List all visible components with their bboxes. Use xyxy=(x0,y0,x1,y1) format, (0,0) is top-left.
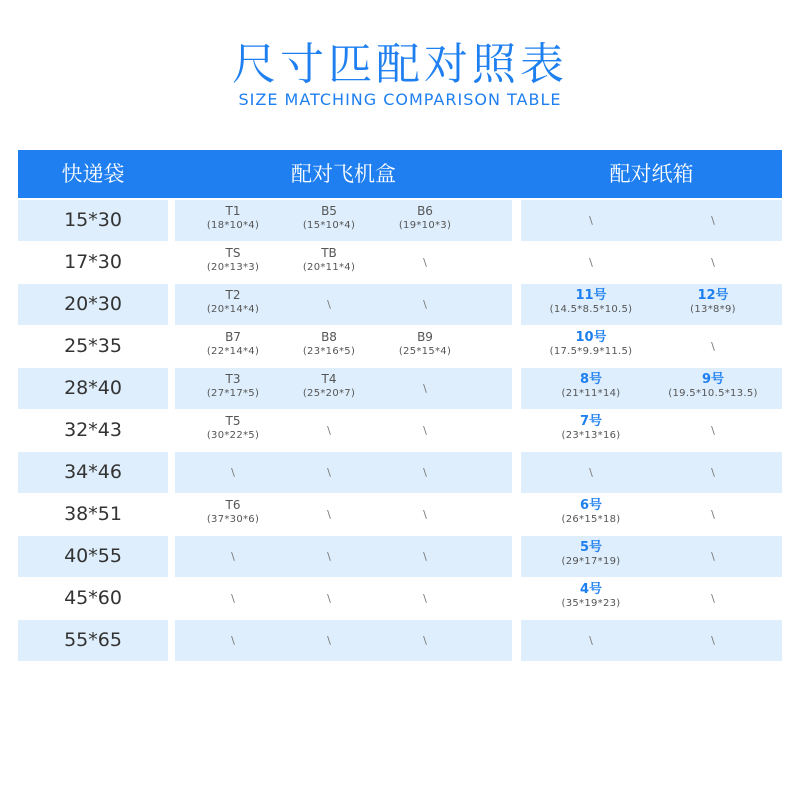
box-item xyxy=(377,536,473,577)
carton-item xyxy=(531,242,651,283)
bag-size-cell: 45*60 xyxy=(64,587,122,609)
header-carton: 配对纸箱 xyxy=(609,162,694,186)
box-item xyxy=(281,368,377,409)
page-subtitle: SIZE MATCHING COMPARISON TABLE xyxy=(238,90,562,109)
table-row xyxy=(18,620,782,662)
box-model: B9 xyxy=(417,330,433,344)
box-match-cell xyxy=(175,200,512,241)
box-item xyxy=(185,452,281,493)
carton-match-cell xyxy=(521,242,782,283)
box-model: \ xyxy=(423,508,427,521)
box-item xyxy=(281,494,377,535)
box-model: \ xyxy=(423,466,427,479)
carton-number: \ xyxy=(711,466,715,479)
box-dimensions: (30*22*5) xyxy=(206,430,260,441)
carton-number: 10号 xyxy=(575,330,607,345)
box-match-cell xyxy=(175,368,512,409)
table-row xyxy=(18,284,782,326)
box-model: T2 xyxy=(225,288,241,302)
bag-size-cell: 34*46 xyxy=(18,452,168,493)
carton-number: \ xyxy=(711,424,715,437)
header-bag: 快递袋 xyxy=(61,162,125,186)
box-dimensions: (19*10*3) xyxy=(398,220,452,231)
box-item xyxy=(281,326,377,367)
carton-match-cell xyxy=(521,368,782,409)
carton-number: \ xyxy=(589,256,593,269)
box-model: TS xyxy=(225,246,241,260)
bag-size-cell: 55*65 xyxy=(18,620,168,661)
box-item xyxy=(185,410,281,451)
box-match-cell xyxy=(175,578,512,619)
box-model: \ xyxy=(327,634,331,647)
bag-size-cell: 25*35 xyxy=(64,335,122,357)
carton-item xyxy=(531,284,651,325)
box-model: TB xyxy=(321,246,337,260)
carton-dimensions: (26*15*18) xyxy=(561,514,621,525)
box-item xyxy=(281,452,377,493)
carton-number: \ xyxy=(589,634,593,647)
box-item xyxy=(185,578,281,619)
carton-match-cell xyxy=(521,410,782,451)
table-row xyxy=(18,200,782,242)
carton-item xyxy=(653,410,773,451)
carton-match-cell xyxy=(521,284,782,325)
box-model: \ xyxy=(231,550,235,563)
carton-number: \ xyxy=(711,592,715,605)
box-item xyxy=(377,284,473,325)
box-model: T3 xyxy=(225,372,241,386)
box-dimensions: (25*15*4) xyxy=(398,346,452,357)
bag-size-cell: 17*30 xyxy=(64,251,122,273)
box-match-cell xyxy=(175,284,512,325)
carton-dimensions: (29*17*19) xyxy=(561,556,621,567)
box-match-cell xyxy=(175,620,512,661)
carton-number: \ xyxy=(711,256,715,269)
table-row xyxy=(18,494,782,536)
box-item xyxy=(281,242,377,283)
box-item xyxy=(185,200,281,241)
table-row xyxy=(18,326,782,368)
box-model: \ xyxy=(231,466,235,479)
box-match-cell xyxy=(175,494,512,535)
box-model: \ xyxy=(327,592,331,605)
carton-item xyxy=(531,368,651,409)
table-row xyxy=(18,242,782,284)
carton-match-cell xyxy=(521,494,782,535)
carton-number: 6号 xyxy=(579,498,603,513)
box-dimensions: (25*20*7) xyxy=(302,388,356,399)
carton-number: 5号 xyxy=(579,540,603,555)
page-title: 尺寸匹配对照表 xyxy=(232,39,568,90)
bag-size-cell: 32*43 xyxy=(64,419,122,441)
box-item xyxy=(185,536,281,577)
header-box: 配对飞机盒 xyxy=(291,162,396,186)
box-item xyxy=(377,200,473,241)
box-model: \ xyxy=(423,634,427,647)
box-model: \ xyxy=(327,424,331,437)
carton-number: \ xyxy=(711,508,715,521)
box-model: T4 xyxy=(321,372,337,386)
box-item xyxy=(281,620,377,661)
box-match-cell xyxy=(175,326,512,367)
carton-number: \ xyxy=(711,634,715,647)
carton-dimensions: (21*11*14) xyxy=(561,388,621,399)
table-row xyxy=(18,536,782,578)
box-model: \ xyxy=(327,550,331,563)
carton-number: \ xyxy=(589,466,593,479)
bag-size-cell: 28*40 xyxy=(18,368,168,409)
table-header xyxy=(18,150,782,198)
carton-number: 4号 xyxy=(579,582,603,597)
carton-number: 8号 xyxy=(579,372,603,387)
bag-size-cell: 20*30 xyxy=(18,284,168,325)
box-model: T6 xyxy=(225,498,241,512)
box-item xyxy=(281,410,377,451)
carton-number: \ xyxy=(711,340,715,353)
box-model: B8 xyxy=(321,330,337,344)
box-item xyxy=(377,452,473,493)
box-model: \ xyxy=(423,424,427,437)
box-model: \ xyxy=(423,382,427,395)
box-model: B7 xyxy=(225,330,241,344)
carton-number: \ xyxy=(589,214,593,227)
carton-dimensions: (14.5*8.5*10.5) xyxy=(549,304,633,315)
box-model: \ xyxy=(423,592,427,605)
carton-item xyxy=(531,326,651,367)
box-model: T5 xyxy=(225,414,241,428)
box-dimensions: (18*10*4) xyxy=(206,220,260,231)
carton-item xyxy=(653,578,773,619)
box-match-cell xyxy=(175,536,512,577)
box-model: T1 xyxy=(225,204,241,218)
carton-item xyxy=(653,494,773,535)
box-item xyxy=(185,368,281,409)
carton-number: \ xyxy=(711,214,715,227)
carton-dimensions: (19.5*10.5*13.5) xyxy=(668,388,758,399)
carton-number: 12号 xyxy=(697,288,729,303)
box-item xyxy=(377,368,473,409)
box-dimensions: (23*16*5) xyxy=(302,346,356,357)
carton-dimensions: (35*19*23) xyxy=(561,598,621,609)
box-model: B6 xyxy=(417,204,433,218)
box-dimensions: (15*10*4) xyxy=(302,220,356,231)
bag-size-cell: 15*30 xyxy=(18,200,168,241)
carton-item xyxy=(531,536,651,577)
box-item xyxy=(377,620,473,661)
carton-match-cell xyxy=(521,326,782,367)
box-item xyxy=(377,326,473,367)
carton-item xyxy=(531,410,651,451)
box-model: \ xyxy=(423,298,427,311)
carton-number: 11号 xyxy=(575,288,607,303)
box-item xyxy=(281,284,377,325)
box-dimensions: (37*30*6) xyxy=(206,514,260,525)
box-dimensions: (20*13*3) xyxy=(206,262,260,273)
table-row xyxy=(18,578,782,620)
box-item xyxy=(377,242,473,283)
carton-item xyxy=(653,620,773,661)
carton-dimensions: (17.5*9.9*11.5) xyxy=(549,346,633,357)
table-row xyxy=(18,368,782,410)
box-dimensions: (22*14*4) xyxy=(206,346,260,357)
box-model: \ xyxy=(423,256,427,269)
box-item xyxy=(281,578,377,619)
box-item xyxy=(185,326,281,367)
carton-item xyxy=(531,578,651,619)
box-dimensions: (20*11*4) xyxy=(302,262,356,273)
box-model: \ xyxy=(327,466,331,479)
carton-item xyxy=(531,494,651,535)
box-item xyxy=(185,242,281,283)
box-item xyxy=(377,410,473,451)
carton-match-cell xyxy=(521,200,782,241)
box-item xyxy=(185,284,281,325)
carton-match-cell xyxy=(521,578,782,619)
carton-item xyxy=(653,284,773,325)
table-row xyxy=(18,410,782,452)
box-match-cell xyxy=(175,242,512,283)
box-model: \ xyxy=(327,298,331,311)
carton-item xyxy=(531,200,651,241)
box-item xyxy=(377,494,473,535)
bag-size-cell: 40*55 xyxy=(18,536,168,577)
carton-match-cell xyxy=(521,536,782,577)
box-item xyxy=(281,200,377,241)
carton-match-cell xyxy=(521,452,782,493)
box-model: \ xyxy=(423,550,427,563)
carton-item xyxy=(653,200,773,241)
box-item xyxy=(185,620,281,661)
box-model: B5 xyxy=(321,204,337,218)
bag-size-cell: 38*51 xyxy=(64,503,122,525)
carton-number: 7号 xyxy=(579,414,603,429)
table-row xyxy=(18,452,782,494)
carton-number: \ xyxy=(711,550,715,563)
carton-item xyxy=(653,452,773,493)
carton-item xyxy=(653,536,773,577)
carton-item xyxy=(531,452,651,493)
carton-item xyxy=(653,368,773,409)
box-model: \ xyxy=(231,592,235,605)
carton-match-cell xyxy=(521,620,782,661)
carton-item xyxy=(531,620,651,661)
box-item xyxy=(281,536,377,577)
box-dimensions: (20*14*4) xyxy=(206,304,260,315)
box-match-cell xyxy=(175,452,512,493)
box-match-cell xyxy=(175,410,512,451)
carton-item xyxy=(653,242,773,283)
carton-dimensions: (13*8*9) xyxy=(690,304,736,315)
carton-number: 9号 xyxy=(701,372,725,387)
box-item xyxy=(185,494,281,535)
box-dimensions: (27*17*5) xyxy=(206,388,260,399)
box-model: \ xyxy=(231,634,235,647)
box-item xyxy=(377,578,473,619)
box-model: \ xyxy=(327,508,331,521)
carton-item xyxy=(653,326,773,367)
carton-dimensions: (23*13*16) xyxy=(561,430,621,441)
